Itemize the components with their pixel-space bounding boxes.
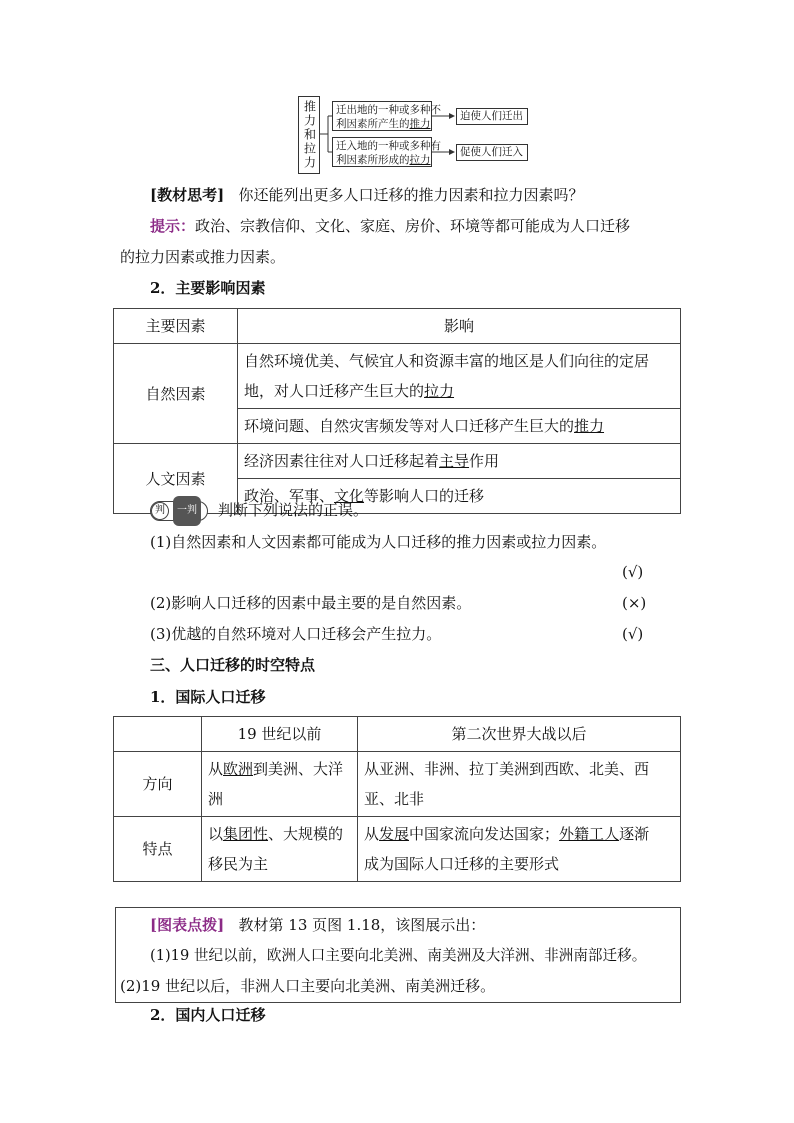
intl-header-after: 第二次世界大战以后 [358,717,681,752]
chart-tip-line2: (2)19 世纪以后，非洲人口主要向北美洲、南美洲迁移。 [120,977,496,995]
pull-keyword: 拉力 [409,154,431,166]
chart-tip-box [115,907,681,1003]
feature-before-line1 [208,819,351,849]
judge-mark-3: (√) [622,625,644,643]
feature-after-line1 [364,819,674,849]
judge-badge-char: 判 [151,502,169,520]
feature-after [358,817,681,882]
judge-title: 判断下列说法的正误。 [218,501,369,519]
think-tag: [教材思考] [150,186,225,204]
direction-after-line2: 亚、北非 [364,790,425,808]
natural-row-1 [114,344,681,409]
push-pull-diagram [298,96,538,174]
feature-before-pre: 以 [208,825,224,843]
natural-impact-2-text: 环境问题、自然灾害频发等对人口迁移产生巨大的 [244,417,575,435]
judge-item-2: (2)影响人口迁移的因素中最主要的是自然因素。 [150,594,472,612]
direction-after [358,752,681,817]
intl-direction-row [114,752,681,817]
think-question [150,180,584,210]
natural-impact-1-line1: 自然环境优美、气候宜人和资源丰富的地区是人们向往的定居 [244,352,650,370]
feature-after-post: 逐渐 [619,825,650,843]
intl-header-empty [114,717,202,752]
foreign-workers-keyword: 外籍工人 [559,825,620,843]
natural-impact-1-text: 地，对人口迁移产生巨大的 [244,382,425,400]
judge-item-1: (1)自然因素和人文因素都可能成为人口迁移的推力因素或拉力因素。 [150,533,607,551]
factors-table [113,308,681,514]
human-factor-label: 人文因素 [114,444,238,514]
chart-tip-intro-text: 教材第 13 页图 1.18，该图展示出： [238,916,486,934]
direction-before [202,752,358,817]
push-keyword: 推力 [409,118,431,130]
human-impact-2-pre: 政治、军事、 [244,487,335,505]
header-factor: 主要因素 [114,309,238,344]
pull-box-line2 [336,153,431,167]
direction-before-post: 到美洲、大洋 [253,760,344,778]
human-impact-1-post: 作用 [469,452,500,470]
judge-item-3: (3)优越的自然环境对人口迁移会产生拉力。 [150,625,442,643]
intl-header-before: 19 世纪以前 [202,717,358,752]
human-impact-1-pre: 经济因素往往对人口迁移起着 [244,452,440,470]
direction-after-line1: 从亚洲、非洲、拉丁美洲到西欧、北美、西 [364,760,650,778]
push-pull-vertical-label: 推力和拉力 [298,96,320,174]
judge-mark-2: (×) [622,594,647,612]
feature-before-line2: 移民为主 [208,855,269,873]
section3-title: 三、人口迁移的时空特点 [150,656,316,674]
natural-impact-1 [238,344,681,409]
international-migration-table [113,716,681,882]
direction-before-line2: 洲 [208,790,224,808]
judge-mark-1: (√) [622,563,644,581]
collective-keyword: 集团性 [223,825,269,843]
direction-before-pre: 从 [208,760,224,778]
human-row-1 [114,444,681,479]
feature-after-pre: 从 [364,825,380,843]
feature-before-post: 、大规模的 [268,825,344,843]
judge-heading [150,495,368,525]
human-dominant-keyword: 主导 [439,452,470,470]
feature-after-mid: 中国家流向发达国家； [409,825,560,843]
intl-header-row [114,717,681,752]
intl-feature-row [114,817,681,882]
natural-push-keyword: 推力 [574,417,605,435]
section2-title: 2．主要影响因素 [150,279,266,297]
section3-2-title: 2．国内人口迁移 [150,1006,266,1024]
natural-factor-label: 自然因素 [114,344,238,444]
feature-before [202,817,358,882]
section3-1-title: 1．国际人口迁移 [150,688,266,706]
chart-tip-intro [150,910,485,940]
human-impact-2-post: 等影响人口的迁移 [364,487,485,505]
push-box-line2 [336,117,431,131]
pull-box-line1: 迁入地的一种或多种有 [336,140,441,152]
push-box-line1: 迁出地的一种或多种不 [336,104,441,116]
think-question-text: 你还能列出更多人口迁移的推力因素和拉力因素吗？ [238,186,584,204]
feature-label: 特点 [114,817,202,882]
judge-badge-text: 一判 [173,496,201,526]
hint-line1: 政治、宗教信仰、文化、家庭、房价、环境等都可能成为人口迁移 [195,217,631,235]
hint-label: 提示： [150,217,196,235]
natural-impact-1-line2 [244,376,674,406]
think-hint-line2: 的拉力因素或推力因素。 [120,248,286,266]
developing-keyword: 发展 [379,825,410,843]
natural-pull-keyword: 拉力 [424,382,455,400]
pull-factor-box [332,137,441,167]
push-factor-box [332,101,441,131]
feature-after-line2: 成为国际人口迁移的主要形式 [364,855,560,873]
push-result-box: 迫使人们迁出 [456,108,528,125]
chart-tip-tag: [图表点拨] [150,916,225,934]
europe-keyword: 欧洲 [223,760,254,778]
human-culture-keyword: 文化 [334,487,365,505]
pull-box-text: 利因素所形成的 [336,154,410,166]
push-box-text: 利因素所产生的 [336,118,410,130]
human-impact-1 [238,444,681,479]
direction-before-line1 [208,754,351,784]
natural-impact-2 [238,409,681,444]
chart-tip-line1: (1)19 世纪以前，欧洲人口主要向北美洲、南美洲及大洋洲、非洲南部迁移。 [150,947,647,964]
judge-badge [150,501,208,521]
pull-result-box: 促使人们迁入 [456,144,528,161]
header-impact: 影响 [238,309,681,344]
direction-label: 方向 [114,752,202,817]
factors-header-row [114,309,681,344]
think-hint [150,211,630,241]
